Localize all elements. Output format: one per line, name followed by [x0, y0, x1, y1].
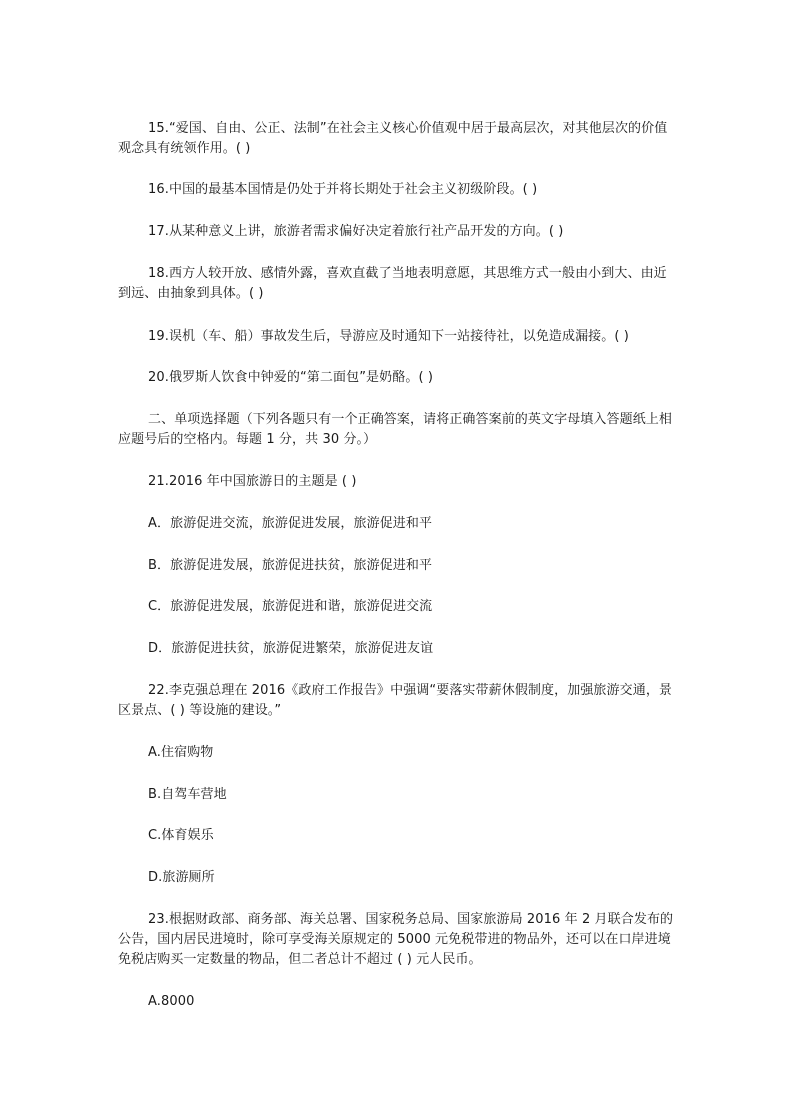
- question-23: 23.根据财政部、商务部、海关总署、国家税务总局、国家旅游局 2016 年 2 月联合发布的公告，国内居民进境时，除可享受海关原规定的 5000 元免税带进的物品外，还可以在口岸进境免税店购买一定数量的物品，但二者总计不超过 ( ) 元人民币。: [118, 912, 674, 967]
- question-21-option-c: C．旅游促进发展，旅游促进和谐，旅游促进交流: [148, 599, 433, 614]
- question-17: 17.从某种意义上讲，旅游者需求偏好决定着旅行社产品开发的方向。( ): [148, 224, 564, 239]
- question-22-option-c: C.体育娱乐: [148, 828, 214, 843]
- section-heading-single-choice: 二、单项选择题（下列各题只有一个正确答案，请将正确答案前的英文字母填入答题纸上相应题号后的空格内。每题 1 分，共 30 分。）: [118, 412, 673, 447]
- question-23-option-a: A.8000: [148, 994, 195, 1009]
- question-20: 20.俄罗斯人饮食中钟爱的“第二面包”是奶酪。( ): [148, 370, 434, 385]
- question-16: 16.中国的最基本国情是仍处于并将长期处于社会主义初级阶段。( ): [148, 182, 538, 197]
- question-21: 21.2016 年中国旅游日的主题是 ( ): [148, 474, 357, 489]
- question-21-option-b: B．旅游促进发展，旅游促进扶贫，旅游促进和平: [148, 558, 433, 573]
- question-22-option-d: D.旅游厕所: [148, 870, 215, 885]
- question-19: 19.误机（车、船）事故发生后，导游应及时通知下一站接待社，以免造成漏接。( ): [148, 329, 629, 344]
- question-22-option-b: B.自驾车营地: [148, 787, 227, 802]
- question-21-option-a: A．旅游促进交流，旅游促进发展，旅游促进和平: [148, 516, 433, 531]
- question-15: 15.“爱国、自由、公正、法制”在社会主义核心价值观中居于最高层次，对其他层次的价值观念具有统领作用。( ): [118, 121, 668, 156]
- question-22: 22.李克强总理在 2016《政府工作报告》中强调“要落实带薪休假制度，加强旅游交通，景区景点、( ) 等设施的建设。”: [118, 683, 673, 718]
- question-22-option-a: A.住宿购物: [148, 745, 214, 760]
- question-18: 18.西方人较开放、感情外露，喜欢直截了当地表明意愿，其思维方式一般由小到大、由近到远、由抽象到具体。( ): [118, 266, 667, 301]
- question-21-option-d: D．旅游促进扶贫，旅游促进繁荣，旅游促进友谊: [148, 641, 434, 656]
